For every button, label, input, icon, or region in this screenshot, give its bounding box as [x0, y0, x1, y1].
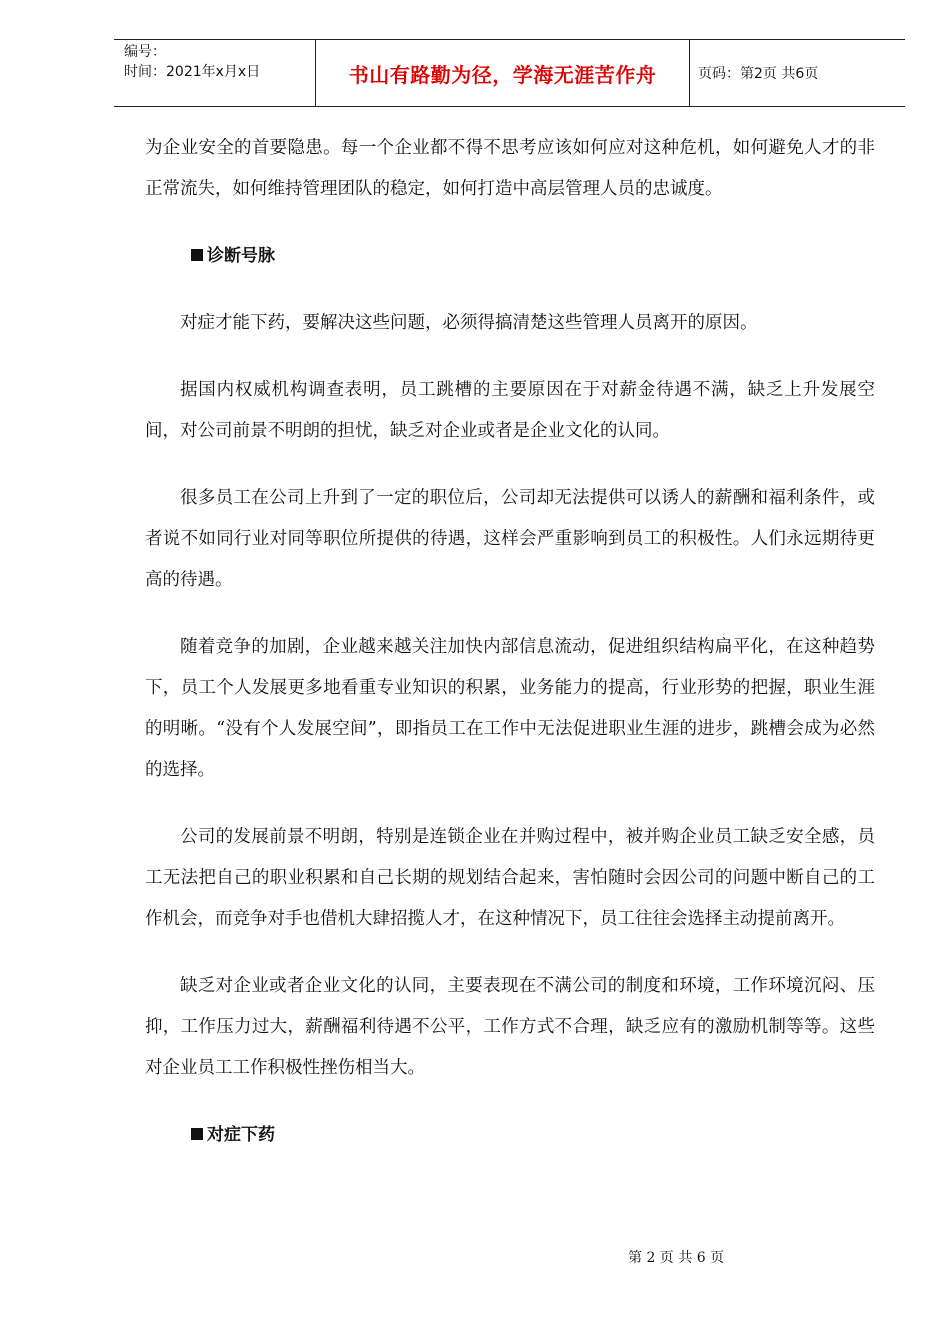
black-square-bullet-icon: [191, 249, 203, 261]
header-page-number: 页码：第2页 共6页: [698, 66, 819, 82]
section-heading-diagnosis: [145, 236, 875, 277]
page-footer-number: 第 2 页 共 6 页: [628, 1250, 725, 1266]
black-square-bullet-icon: [191, 1128, 203, 1140]
paragraph: 很多员工在公司上升到了一定的职位后，公司却无法提供可以诱人的薪酬和福利条件，或者说不如同行业对同等职位所提供的待遇，这样会严重影响到员工的积极性。人们永远期待更高的待遇。: [145, 488, 875, 590]
paragraph-continued: 为企业安全的首要隐患。每一个企业都不得不思考应该如何应对这种危机，如何避免人才的非正常流失，如何维持管理团队的稳定，如何打造中高层管理人员的忠诚度。: [145, 138, 875, 199]
document-number-label: 编号：: [124, 44, 166, 60]
header-meta-cell: [114, 40, 316, 106]
paragraph: 公司的发展前景不明朗，特别是连锁企业在并购过程中，被并购企业员工缺乏安全感，员工无法把自己的职业积累和自己长期的规划结合起来，害怕随时会因公司的问题中断自己的工作机会，而竞争对手也借机大肆招揽人才，在这种情况下，员工往往会选择主动提前离开。: [145, 827, 875, 929]
paragraph: 对症才能下药，要解决这些问题，必须得搞清楚这些管理人员离开的原因。: [180, 313, 758, 333]
paragraph: 随着竞争的加剧，企业越来越关注加快内部信息流动，促进组织结构扁平化，在这种趋势下，员工个人发展更多地看重专业知识的积累，业务能力的提高，行业形势的把握，职业生涯的明晰。“没有个人发展空间”，即指员工在工作中无法促进职业生涯的进步，跳槽会成为必然的选择。: [145, 637, 875, 780]
header-motto: 书山有路勤为径，学海无涯苦作舟: [316, 40, 690, 106]
document-time-label: 时间：2021年x月x日: [124, 64, 261, 80]
section-heading-text: 诊断号脉: [207, 246, 275, 266]
section-heading-treatment: [145, 1115, 875, 1156]
paragraph: 缺乏对企业或者企业文化的认同，主要表现在不满公司的制度和环境，工作环境沉闷、压抑，工作压力过大，薪酬福利待遇不公平，工作方式不合理，缺乏应有的激励机制等等。这些对企业员工工作积极性挫伤相当大。: [145, 976, 875, 1078]
page-header: [114, 39, 905, 107]
paragraph: 据国内权威机构调查表明，员工跳槽的主要原因在于对薪金待遇不满，缺乏上升发展空间，对公司前景不明朗的担忧，缺乏对企业或者是企业文化的认同。: [145, 380, 875, 441]
document-body: [145, 128, 875, 1182]
section-heading-text: 对症下药: [207, 1125, 275, 1145]
